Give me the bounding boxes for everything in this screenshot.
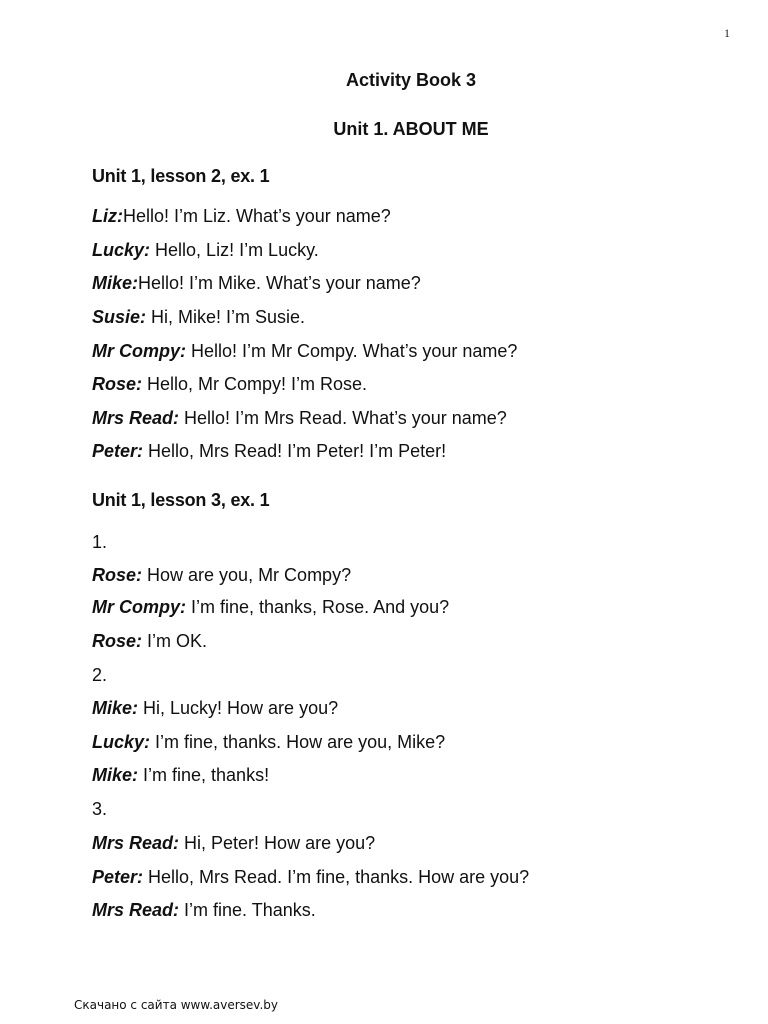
- speaker-name: Susie:: [92, 307, 147, 327]
- dialogue-number: [92, 799, 107, 820]
- speaker-name: Rose:: [92, 631, 143, 651]
- speaker-name: Mike:: [92, 765, 139, 785]
- line-text: Hello! I’m Mr Compy. What’s your name?: [186, 341, 518, 361]
- speaker-name: Mike:: [92, 273, 139, 293]
- speaker-name: Mike:: [92, 698, 139, 718]
- dialogue-line: [92, 565, 351, 586]
- line-text: I’m fine, thanks!: [138, 765, 270, 785]
- section-heading: Unit 1, lesson 2, ex. 1: [92, 166, 270, 186]
- speaker-name: Peter:: [92, 441, 144, 461]
- line-text: Hello! I’m Mike. What’s your name?: [138, 273, 421, 293]
- section-heading: Unit 1, lesson 3, ex. 1: [92, 490, 270, 510]
- dialogue-line: [92, 765, 269, 786]
- dialogue-line: [92, 441, 446, 462]
- speaker-name: Mrs Read:: [92, 900, 180, 920]
- footer-source: Скачано с сайта www.aversev.by: [74, 998, 279, 1012]
- dialogue-number: [92, 532, 107, 553]
- line-text: Hello, Mrs Read! I’m Peter! I’m Peter!: [143, 441, 447, 461]
- line-text: Hello! I’m Mrs Read. What’s your name?: [179, 408, 507, 428]
- speaker-name: Mr Compy:: [92, 597, 186, 617]
- dialogue-line: [92, 273, 421, 294]
- speaker-name: Liz:: [92, 206, 123, 226]
- line-text: Hi, Lucky! How are you?: [138, 698, 339, 718]
- dialogue-line: [92, 833, 375, 854]
- speaker-name: Lucky:: [92, 732, 151, 752]
- line-text: I’m fine. Thanks.: [179, 900, 316, 920]
- line-text: Hello, Mrs Read. I’m fine, thanks. How are you?: [143, 867, 530, 887]
- dialogue-number: [92, 665, 107, 686]
- dialogue-line: [92, 240, 319, 261]
- line-text: 3.: [92, 799, 108, 819]
- dialogue-line: [92, 374, 367, 395]
- dialogue-line: [92, 341, 517, 362]
- dialogue-line: [92, 698, 338, 719]
- page-number: 1: [724, 26, 730, 40]
- speaker-name: Mrs Read:: [92, 833, 180, 853]
- dialogue-line: [92, 206, 391, 227]
- line-text: 1.: [92, 532, 108, 552]
- dialogue-line: [92, 732, 445, 753]
- line-text: Hi, Peter! How are you?: [179, 833, 376, 853]
- line-text: Hi, Mike! I’m Susie.: [146, 307, 306, 327]
- dialogue-line: [92, 900, 316, 921]
- speaker-name: Mr Compy:: [92, 341, 186, 361]
- dialogue-line: [92, 597, 449, 618]
- speaker-name: Rose:: [92, 565, 143, 585]
- dialogue-line: [92, 307, 305, 328]
- speaker-name: Lucky:: [92, 240, 151, 260]
- line-text: Hello! I’m Liz. What’s your name?: [123, 206, 391, 226]
- document-title: Activity Book 3: [345, 70, 477, 90]
- unit-title: Unit 1. ABOUT ME: [333, 119, 489, 139]
- speaker-name: Rose:: [92, 374, 143, 394]
- line-text: Hello, Mr Compy! I’m Rose.: [142, 374, 368, 394]
- dialogue-line: [92, 631, 207, 652]
- dialogue-line: [92, 408, 507, 429]
- line-text: I’m fine, thanks. How are you, Mike?: [150, 732, 446, 752]
- speaker-name: Mrs Read:: [92, 408, 180, 428]
- line-text: How are you, Mr Compy?: [142, 565, 352, 585]
- line-text: Hello, Liz! I’m Lucky.: [150, 240, 319, 260]
- speaker-name: Peter:: [92, 867, 144, 887]
- line-text: 2.: [92, 665, 108, 685]
- line-text: I’m fine, thanks, Rose. And you?: [186, 597, 450, 617]
- dialogue-line: [92, 867, 529, 888]
- line-text: I’m OK.: [142, 631, 208, 651]
